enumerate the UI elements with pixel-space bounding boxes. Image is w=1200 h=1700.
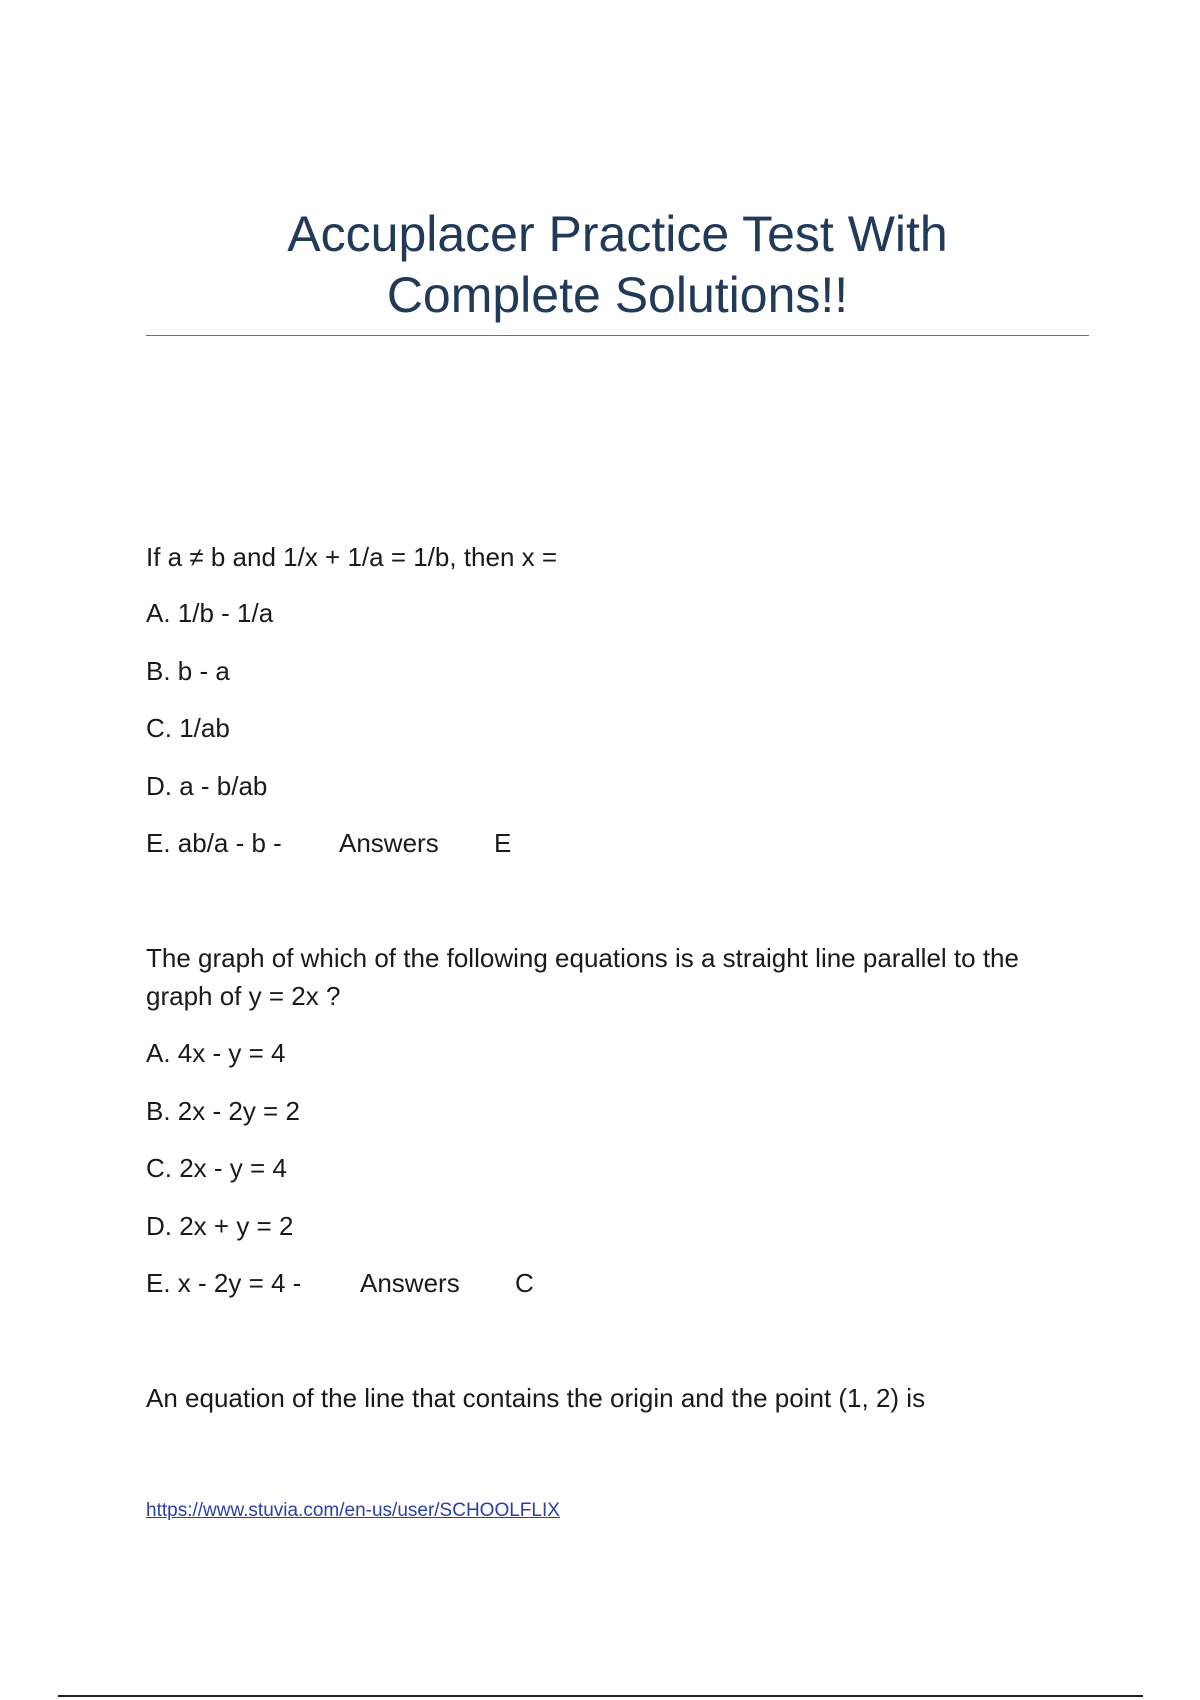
question-1-option-d: D. a - b/ab: [146, 771, 268, 801]
question-1-option-c: C. 1/ab: [146, 713, 230, 743]
question-2-option-a: A. 4x - y = 4: [146, 1038, 286, 1068]
question-2-option-c: C. 2x - y = 4: [146, 1153, 287, 1183]
page-title-line-1: Accuplacer Practice Test With: [287, 206, 948, 262]
question-1-answer: E: [494, 828, 512, 858]
footer-divider: [58, 1695, 1143, 1697]
question-1-answer-label: Answers: [339, 828, 439, 858]
page-title: [146, 204, 1089, 326]
question-3-text: An equation of the line that contains the origin and the point (1, 2) is: [146, 1383, 926, 1413]
question-1-option-a: A. 1/b - 1/a: [146, 598, 274, 628]
question-1-text: If a ≠ b and 1/x + 1/a = 1/b, then x =: [146, 542, 558, 572]
page-title-line-2: Complete Solutions!!: [386, 267, 849, 323]
question-2-option-e: E. x - 2y = 4 -: [146, 1268, 302, 1298]
question-1-option-e: E. ab/a - b -: [146, 828, 282, 858]
question-2-text: The graph of which of the following equations is a straight line parallel to the graph of y = 2x ?: [146, 943, 1019, 1011]
question-2-answer: C: [515, 1268, 534, 1298]
title-divider: [146, 335, 1089, 336]
stuvia-profile-link[interactable]: https://www.stuvia.com/en-us/user/SCHOOLFLIX: [146, 1500, 560, 1521]
question-2-option-b: B. 2x - 2y = 2: [146, 1096, 300, 1126]
question-2-option-d: D. 2x + y = 2: [146, 1211, 294, 1241]
question-1-option-b: B. b - a: [146, 656, 230, 686]
question-2-answer-label: Answers: [360, 1268, 460, 1298]
